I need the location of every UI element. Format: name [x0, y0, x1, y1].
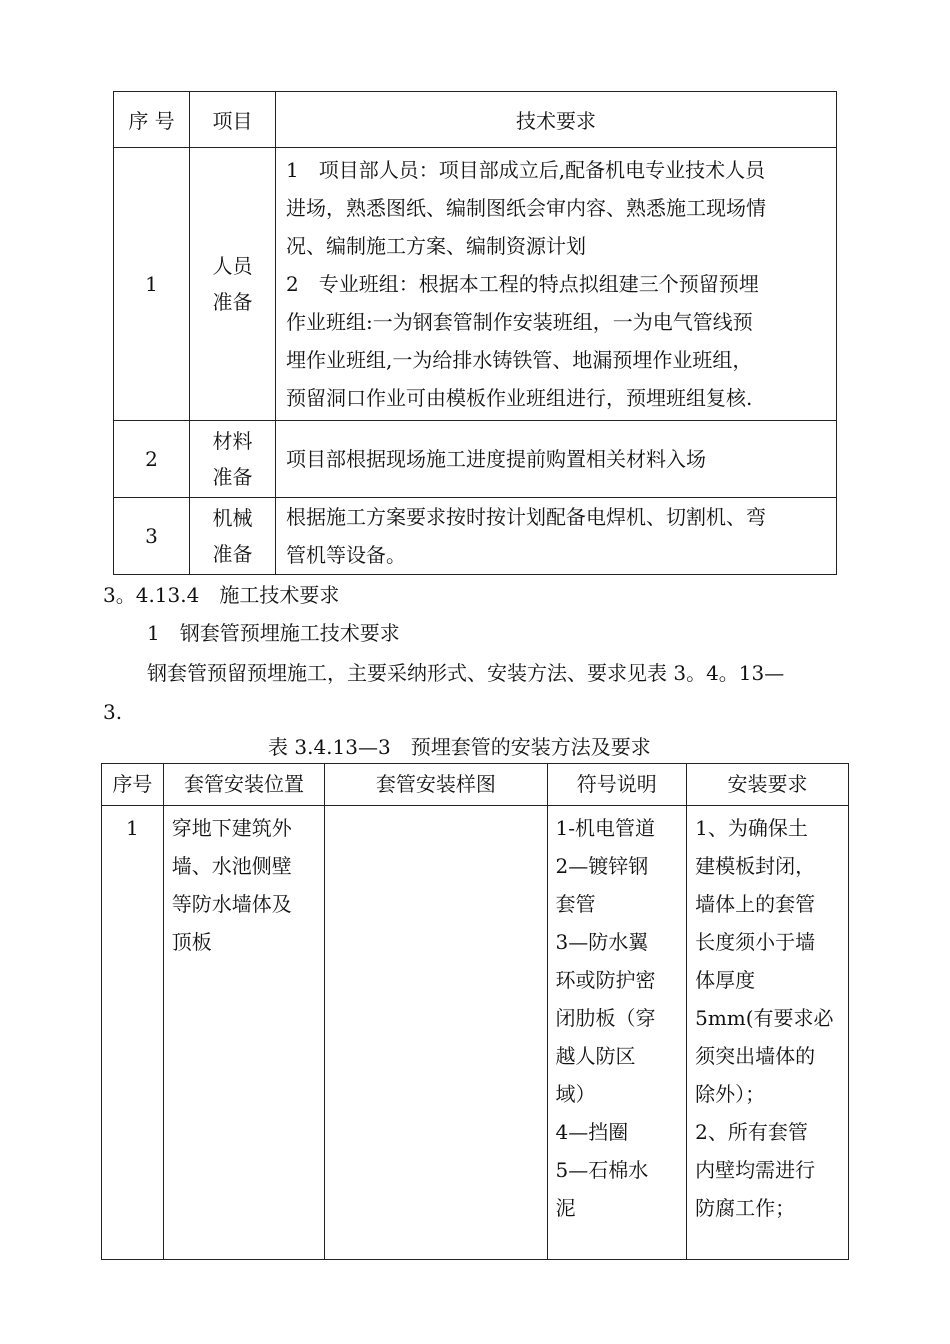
row-item: 人员 准备 [190, 148, 276, 421]
row-item: 机械 准备 [190, 498, 276, 575]
header-requirements: 技术要求 [276, 92, 837, 148]
header-item: 项目 [190, 92, 276, 148]
row-location: 穿地下建筑外 墙、水池侧壁 等防水墙体及 顶板 [163, 806, 324, 1260]
row-number: 1 [114, 148, 190, 421]
header-serial: 序号 [102, 764, 164, 806]
section-heading: 3。4.13.4 施工技术要求 [103, 583, 340, 607]
row-symbols: 1-机电管道 2—镀锌钢 套管 3—防水翼 环或防护密 闭肋板（穿 越人防区 域） 4—挡圈 5—石棉水 泥 [547, 806, 687, 1260]
header-symbols: 符号说明 [547, 764, 687, 806]
table-header-row [114, 92, 837, 148]
table-row [102, 806, 849, 1260]
paragraph-line-2: 3. [103, 700, 123, 724]
paragraph-line-1: 钢套管预留预埋施工，主要采纳形式、安装方法、要求见表 3。4。13— [147, 661, 785, 685]
header-serial: 序 号 [114, 92, 190, 148]
subheading: 1 钢套管预埋施工技术要求 [147, 621, 400, 645]
header-diagram: 套管安装样图 [325, 764, 547, 806]
row-requirements: 1、为确保土 建模板封闭， 墙体上的套管 长度须小于墙 体厚度 5mm(有要求必 须突出墙体的 除外）； 2、所有套管 内壁均需进行 防腐工作； [687, 806, 849, 1260]
row-number: 1 [102, 806, 164, 1260]
row-requirements: 1 项目部人员：项目部成立后,配备机电专业技术人员 进场，熟悉图纸、编制图纸会审内容、熟悉施工现场情 况、编制施工方案、编制资源计划 2 专业班组：根据本工程的特点拟组建三个预留预埋 作业班组:一为钢套管制作安装班组，一为电气管线预 埋作业班组,一为给排水铸铁管、地漏预埋作业班组， 预留洞口作业可由模板作业班组进行，预埋班组复核. [276, 148, 837, 421]
row-item: 材料 准备 [190, 421, 276, 498]
table-caption: 表 3.4.13—3 预埋套管的安装方法及要求 [268, 735, 651, 759]
personnel-preparation-table [113, 91, 837, 575]
table-row [114, 421, 837, 498]
header-requirements: 安装要求 [687, 764, 849, 806]
table-row [114, 498, 837, 575]
table-header-row [102, 764, 849, 806]
table-row [114, 148, 837, 421]
header-location: 套管安装位置 [163, 764, 324, 806]
row-diagram [325, 806, 547, 1260]
row-number: 2 [114, 421, 190, 498]
sleeve-installation-table [101, 763, 849, 1260]
row-requirements: 根据施工方案要求按时按计划配备电焊机、切割机、弯 管机等设备。 [276, 498, 837, 575]
row-requirements: 项目部根据现场施工进度提前购置相关材料入场 [276, 421, 837, 498]
row-number: 3 [114, 498, 190, 575]
